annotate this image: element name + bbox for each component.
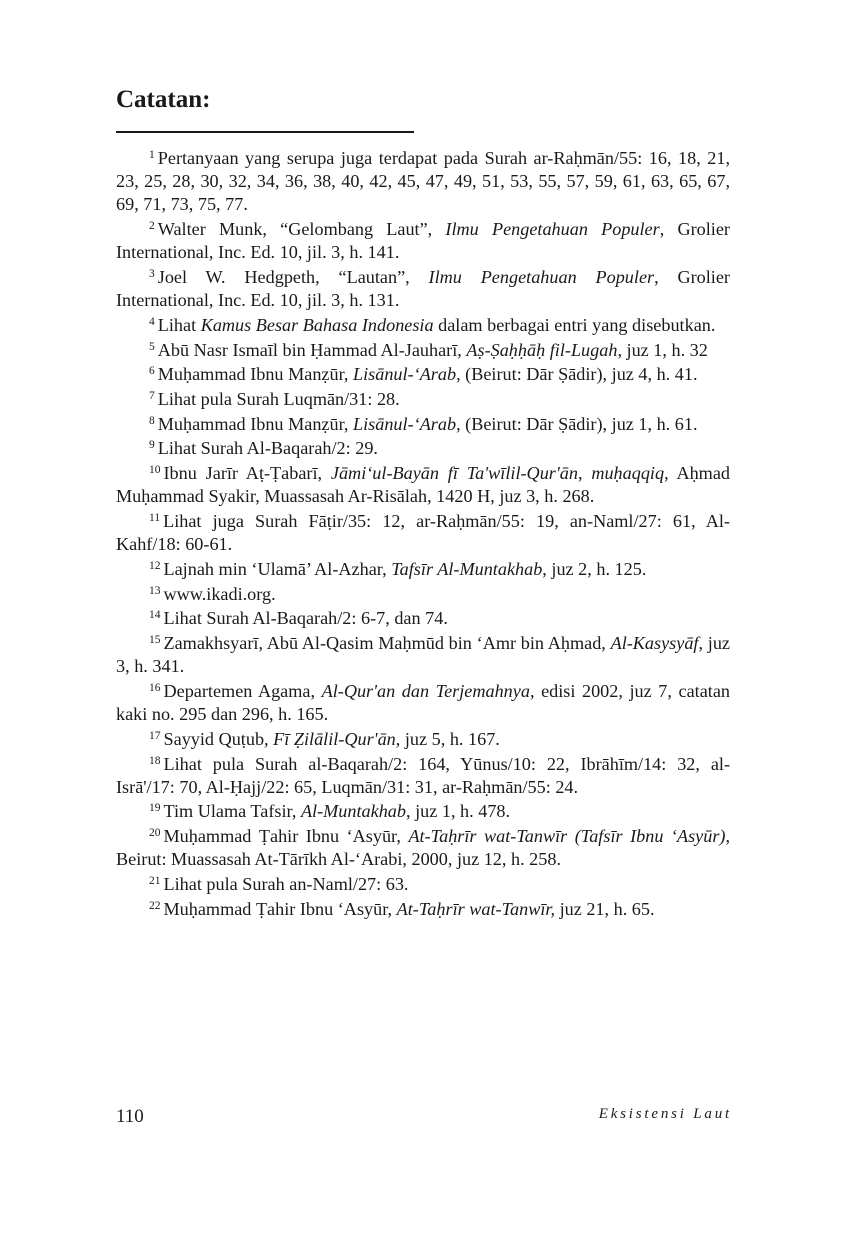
footnote-text: , juz 1, h. 32 (617, 339, 708, 360)
footnote-text: , Grolier International, Inc. Ed. 10, jil. 3, h. 131. (116, 267, 730, 311)
footnote-text: , juz 3, h. 341. (116, 633, 730, 677)
footnote-marker: 13 (149, 584, 161, 597)
running-title: Eksistensi Laut (598, 1106, 732, 1122)
footnote-text: , (Beirut: Dār Ṣādir), juz 1, h. 61. (456, 413, 698, 434)
footnote-title-italic: Kamus Besar Bahasa Indonesia (200, 314, 434, 335)
footnote-marker: 14 (149, 609, 161, 622)
footnote-title-italic: Lisānul-‘Arab (353, 413, 457, 434)
footnote-marker: 22 (149, 899, 161, 912)
footnote-marker: 17 (149, 729, 161, 742)
footnote-22 (116, 898, 730, 921)
footnote-text: , juz 2, h. 125. (542, 558, 647, 579)
footnote-text: Muḥammad Ibnu Manẓūr, (157, 413, 353, 434)
footnote-text: , juz 1, h. 478. (406, 801, 511, 822)
footnote-marker: 21 (149, 875, 161, 888)
footnote-rule (116, 131, 414, 133)
footnote-marker: 6 (149, 365, 155, 378)
footnote-15 (116, 632, 730, 678)
footnote-text: Lihat Surah Al-Baqarah/2: 29. (157, 438, 378, 459)
footnote-18 (116, 753, 730, 799)
footnote-text: , Beirut: Muassasah At-Tārīkh Al-‘Arabi, 2000, juz 12, h. 258. (116, 826, 730, 870)
footnote-marker: 7 (149, 390, 155, 403)
footnote-title-italic: Lisānul-‘Arab (353, 364, 457, 385)
footnote-20 (116, 825, 730, 871)
footnote-marker: 15 (149, 634, 161, 647)
footnote-text: , juz 5, h. 167. (395, 728, 500, 749)
footnote-text: Tim Ulama Tafsir, (163, 801, 301, 822)
footnote-text: Lihat pula Surah an-Naml/27: 63. (163, 874, 409, 895)
footnote-marker: 11 (149, 512, 161, 525)
footnote-7 (116, 388, 730, 411)
footnote-marker: 18 (149, 754, 161, 767)
footnote-list (116, 147, 730, 923)
footnote-21 (116, 873, 730, 896)
footnote-2 (116, 218, 730, 264)
footnote-marker: 3 (149, 268, 155, 281)
footnote-text: Lihat Surah Al-Baqarah/2: 6-7, dan 74. (163, 608, 448, 629)
footnote-text: Muḥammad Ṭahir Ibnu ‘Asyūr, (163, 826, 409, 847)
footnote-marker: 20 (149, 827, 161, 840)
footnote-text: Lihat juga Surah Fāṭir/35: 12, ar-Raḥmān/55: 19, an-Naml/27: 61, Al-Kahf/18: 60-61. (116, 511, 730, 555)
footnote-title-italic: At-Taḥrīr wat-Tanwīr (Tafsīr Ibnu ‘Asyūr) (408, 826, 726, 847)
footnote-4 (116, 314, 730, 337)
footnote-title-italic: Fī Ẓilālil-Qur'ān (273, 728, 396, 749)
footnote-title-italic: Jāmi‘ul-Bayān fī Ta'wīlil-Qur'ān (330, 463, 578, 484)
footnote-text: , Aḥmad Muḥammad Syakir, Muassasah Ar-Risālah, 1420 H, juz 3, h. 268. (116, 463, 730, 507)
footnote-title-italic: Al-Qur'an dan Terjemahnya (321, 680, 530, 701)
footnote-text: , edisi 2002, juz 7, catatan kaki no. 295 dan 296, h. 165. (116, 680, 730, 725)
footnote-text: Lihat (157, 314, 201, 335)
footnote-text: Pertanyaan yang serupa juga terdapat pada Surah ar-Raḥmān/55: 16, 18, 21, 23, 25, 28, 30, 32, 34, 36, 38, 40, 42, 45, 47, 49, 51, 53, 55, 57, 59, 61, 63, 65, 67, 69, 71, 73, 75, 77. (116, 148, 730, 215)
footnote-marker: 9 (149, 439, 155, 452)
footnote-text: dalam berbagai entri yang disebutkan. (433, 314, 716, 335)
footnote-title-italic: Tafsīr Al-Muntakhab (391, 558, 543, 579)
footnote-13 (116, 583, 730, 606)
footnote-text: Ibnu Jarīr Aṭ-Ṭabarī, (163, 463, 331, 484)
footnote-17 (116, 728, 730, 751)
footnote-1 (116, 147, 730, 217)
footnote-title-italic: Al-Muntakhab (300, 801, 406, 822)
footnote-text: Joel W. Hedgpeth, “Lautan”, (157, 267, 429, 288)
footnote-19 (116, 800, 730, 823)
footnote-3 (116, 266, 730, 312)
footnote-text: Zamakhsyarī, Abū Al-Qasim Maḥmūd bin ‘Amr bin Aḥmad, (163, 633, 611, 654)
footnote-11 (116, 510, 730, 556)
footnote-title-italic: Ilmu Pengetahuan Populer (445, 219, 660, 240)
notes-heading: Catatan: (116, 86, 211, 113)
footnote-10 (116, 462, 730, 508)
page-number: 110 (116, 1106, 144, 1127)
footnote-8 (116, 413, 730, 436)
footnote-12 (116, 558, 730, 581)
footnote-14 (116, 607, 730, 630)
footnote-9 (116, 437, 730, 460)
footnote-text: Lihat pula Surah Luqmān/31: 28. (157, 389, 400, 410)
footnote-6 (116, 363, 730, 386)
footnote-text: juz 21, h. 65. (555, 898, 655, 919)
footnote-title-italic: Ilmu Pengetahuan Populer (428, 267, 655, 288)
footnote-marker: 19 (149, 802, 161, 815)
footnote-16 (116, 680, 730, 726)
footnote-text: Departemen Agama, (163, 680, 322, 701)
footnote-text: , Grolier International, Inc. Ed. 10, jil. 3, h. 141. (116, 219, 730, 263)
footnote-text: Muḥammad Ibnu Manẓūr, (157, 364, 353, 385)
footnote-text: , (577, 463, 592, 484)
footnote-marker: 12 (149, 559, 161, 572)
footnote-text: Muḥammad Ṭahir Ibnu ‘Asyūr, (163, 898, 397, 919)
footnote-text: www.ikadi.org. (163, 583, 276, 604)
footnote-title-italic: muḥaqqiq (591, 463, 665, 484)
footnote-title-italic: Aṣ-Ṣaḥḥāḥ fil-Lugah (466, 339, 618, 360)
footnote-text: Walter Munk, “Gelombang Laut”, (157, 219, 446, 240)
footnote-text: Lihat pula Surah al-Baqarah/2: 164, Yūnus/10: 22, Ibrāhīm/14: 32, al-Isrā'/17: 70, Al-Ḥajj/22: 65, Luqmān/31: 31, ar-Raḥmān/55: 24. (116, 753, 730, 797)
footnote-title-italic: At-Taḥrīr wat-Tanwīr, (396, 898, 556, 919)
footnote-marker: 2 (149, 220, 155, 233)
footnote-5 (116, 339, 730, 362)
footnote-marker: 5 (149, 340, 155, 353)
footnote-title-italic: Al-Kasysyāf (610, 633, 699, 654)
footnote-text: Lajnah min ‘Ulamā’ Al-Azhar, (163, 558, 392, 579)
footnote-marker: 10 (149, 464, 161, 477)
footnote-marker: 1 (149, 149, 155, 161)
footnote-marker: 16 (149, 681, 161, 694)
footnote-marker: 4 (149, 315, 155, 328)
footnote-text: Abū Nasr Ismaīl bin Ḥammad Al-Jauharī, (157, 339, 467, 360)
footnote-text: , (Beirut: Dār Ṣādir), juz 4, h. 41. (456, 364, 698, 385)
footnote-marker: 8 (149, 414, 155, 427)
footnote-text: Sayyid Quṭub, (163, 728, 274, 749)
